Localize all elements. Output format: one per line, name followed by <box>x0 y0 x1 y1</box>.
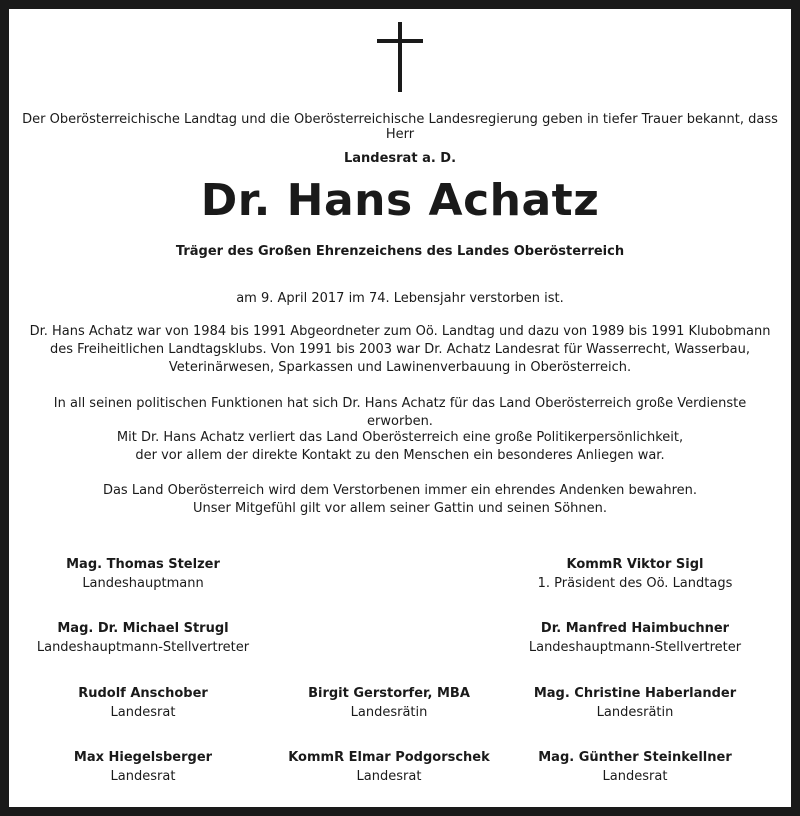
signatory <box>13 555 273 593</box>
signatory-title: Landesrat <box>110 769 176 784</box>
signatory-title: 1. Präsident des Oö. Landtags <box>537 576 733 591</box>
cross-icon-bar <box>377 39 423 43</box>
signatory-title: Landesrat <box>602 769 668 784</box>
signatory-name: Rudolf Anschober <box>78 686 208 701</box>
signatory-name: Mag. Dr. Michael Strugl <box>57 621 229 636</box>
signatory-name: Mag. Günther Steinkellner <box>538 750 732 765</box>
signatory-name: KommR Elmar Podgorschek <box>288 750 490 765</box>
signatory-title: Landeshauptmann-Stellvertreter <box>528 640 742 655</box>
signatory <box>505 555 765 593</box>
biography-paragraph <box>20 323 780 377</box>
signatory-title: Landesrat <box>356 769 422 784</box>
signatory <box>259 684 519 722</box>
signatory <box>13 748 273 786</box>
signatory-name: Birgit Gerstorfer, MBA <box>308 686 470 701</box>
signatory <box>505 748 765 786</box>
remembrance-paragraph <box>20 482 780 518</box>
signatory <box>505 619 765 657</box>
signatory-title: Landesrätin <box>596 705 674 720</box>
biography-line: Veterinärwesen, Sparkassen und Lawinenverbauung in Oberösterreich. <box>168 360 632 375</box>
signatory-name: Mag. Christine Haberlander <box>533 686 737 701</box>
loss-paragraph <box>20 429 780 465</box>
rank-title: Landesrat a. D. <box>343 151 457 166</box>
cross-icon <box>398 22 402 92</box>
honor-text: Träger des Großen Ehrenzeichens des Landes Oberösterreich <box>175 244 625 259</box>
signatory <box>505 684 765 722</box>
remembrance-line: Unser Mitgefühl gilt vor allem seiner Gattin und seinen Söhnen. <box>192 501 607 516</box>
signatory-name: Max Hiegelsberger <box>73 750 213 765</box>
loss-line: Mit Dr. Hans Achatz verliert das Land Oberösterreich eine große Politikerpersönlichkeit, <box>116 430 684 445</box>
signatory <box>259 748 519 786</box>
deceased-name: Dr. Hans Achatz <box>200 175 600 226</box>
signatory-title: Landesrat <box>110 705 176 720</box>
biography-line: des Freiheitlichen Landtagsklubs. Von 1991 bis 2003 war Dr. Achatz Landesrat für Wasserrecht, Wasserbau, <box>50 342 750 357</box>
merit-paragraph: In all seinen politischen Funktionen hat sich Dr. Hans Achatz für das Land Oberösterreich große Verdienste erworben. <box>53 396 747 429</box>
signatory-name: KommR Viktor Sigl <box>566 557 704 572</box>
signatory-title: Landeshauptmann-Stellvertreter <box>36 640 250 655</box>
biography-line: Dr. Hans Achatz war von 1984 bis 1991 Abgeordneter zum Oö. Landtag und dazu von 1989 bis 1991 Klubobmann <box>29 324 771 339</box>
death-notice: am 9. April 2017 im 74. Lebensjahr verstorben ist. <box>236 291 564 306</box>
signatory-name: Mag. Thomas Stelzer <box>66 557 220 572</box>
signatory <box>13 684 273 722</box>
signatory-title: Landesrätin <box>350 705 428 720</box>
intro-text: Der Oberösterreichische Landtag und die Oberösterreichische Landesregierung geben in tiefer Trauer bekannt, dass Herr <box>22 112 778 142</box>
signatory-name: Dr. Manfred Haimbuchner <box>540 621 730 636</box>
signatory-title: Landeshauptmann <box>82 576 204 591</box>
signatory <box>13 619 273 657</box>
loss-line: der vor allem der direkte Kontakt zu den Menschen ein besonderes Anliegen war. <box>135 448 665 463</box>
remembrance-line: Das Land Oberösterreich wird dem Verstorbenen immer ein ehrendes Andenken bewahren. <box>102 483 698 498</box>
